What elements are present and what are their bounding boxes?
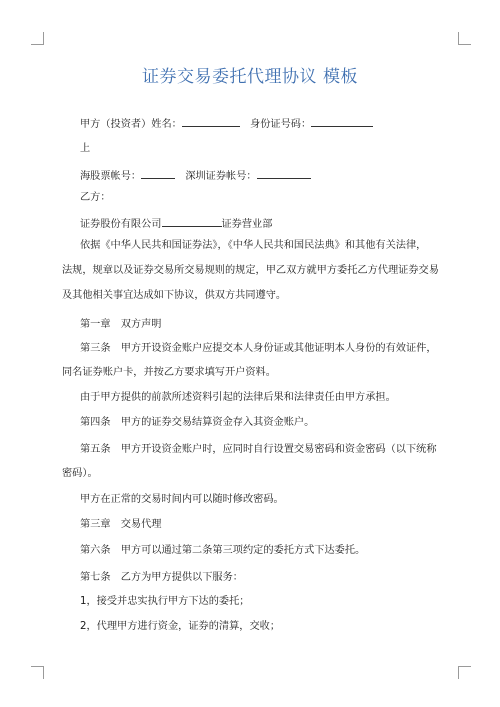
company-line (80, 216, 272, 232)
paragraph-1-line-2: 法规，规章以及证券交易所交易规则的规定，甲乙双方就甲方委托乙方代理证券交易 (62, 265, 439, 276)
article-5-line-1: 第五条 甲方开设资金账户时，应同时自行设置交易密码和资金密码（以下统称 (80, 444, 437, 455)
id-number-blank (311, 116, 373, 127)
article-4: 第四条 甲方的证券交易结算资金存入其资金账户。 (80, 417, 315, 428)
chapter-1-heading: 第一章 双方声明 (80, 319, 162, 330)
crop-mark-bottom-right (458, 666, 471, 679)
id-number-label: 身份证号码： (250, 119, 312, 130)
article-3-line-3: 由于甲方提供的前款所述资料引起的法律后果和法律责任由甲方承担。 (80, 392, 396, 403)
crop-mark-top-left (31, 32, 44, 45)
accounts-line (80, 168, 311, 184)
company-prefix: 证券股份有限公司 (80, 219, 162, 230)
article-5-line-2: 密码）。 (62, 468, 98, 479)
shenzhen-account-label: 深圳证券帐号： (185, 171, 257, 182)
company-blank (162, 216, 222, 227)
party-a-line (80, 116, 373, 132)
chapter-3-heading: 第三章 交易代理 (80, 519, 162, 530)
article-6: 第六条 甲方可以通过第二条第三项约定的委托方式下达委托。 (80, 545, 366, 556)
party-a-name-blank (182, 116, 240, 127)
crop-mark-top-right (458, 32, 471, 45)
shang-line: 上 (80, 143, 91, 154)
party-a-name-label: 甲方（投资者）姓名： (80, 119, 182, 130)
shanghai-account-label: 海股票帐号： (80, 171, 142, 182)
company-suffix: 证券营业部 (221, 219, 273, 230)
service-item-1: 1，接受并忠实执行甲方下达的委托； (80, 596, 250, 607)
article-7: 第七条 乙方为甲方提供以下服务： (80, 572, 243, 583)
article-5-line-3: 甲方在正常的交易时间内可以随时修改密码。 (80, 494, 284, 505)
document-title: 证券交易委托代理协议 模板 (142, 67, 358, 87)
paragraph-1-line-1: 依据《中华人民共和国证券法》，《中华人民共和国民法典》和其他有关法律， (80, 240, 427, 251)
paragraph-1-line-3: 及其他相关事宜达成如下协议，供双方共同遵守。 (62, 290, 287, 301)
shenzhen-account-blank (257, 168, 311, 179)
crop-mark-bottom-left (31, 666, 44, 679)
party-b-line: 乙方： (80, 192, 111, 203)
service-item-2: 2，代理甲方进行资金，证券的清算，交收； (80, 621, 281, 632)
article-3-line-2: 同名证券账户卡，并按乙方要求填写开户资料。 (62, 367, 276, 378)
shanghai-account-blank (141, 168, 175, 179)
article-3-line-1: 第三条 甲方开设资金账户应提交本人身份证或其他证明本人身份的有效证件， (80, 343, 437, 354)
